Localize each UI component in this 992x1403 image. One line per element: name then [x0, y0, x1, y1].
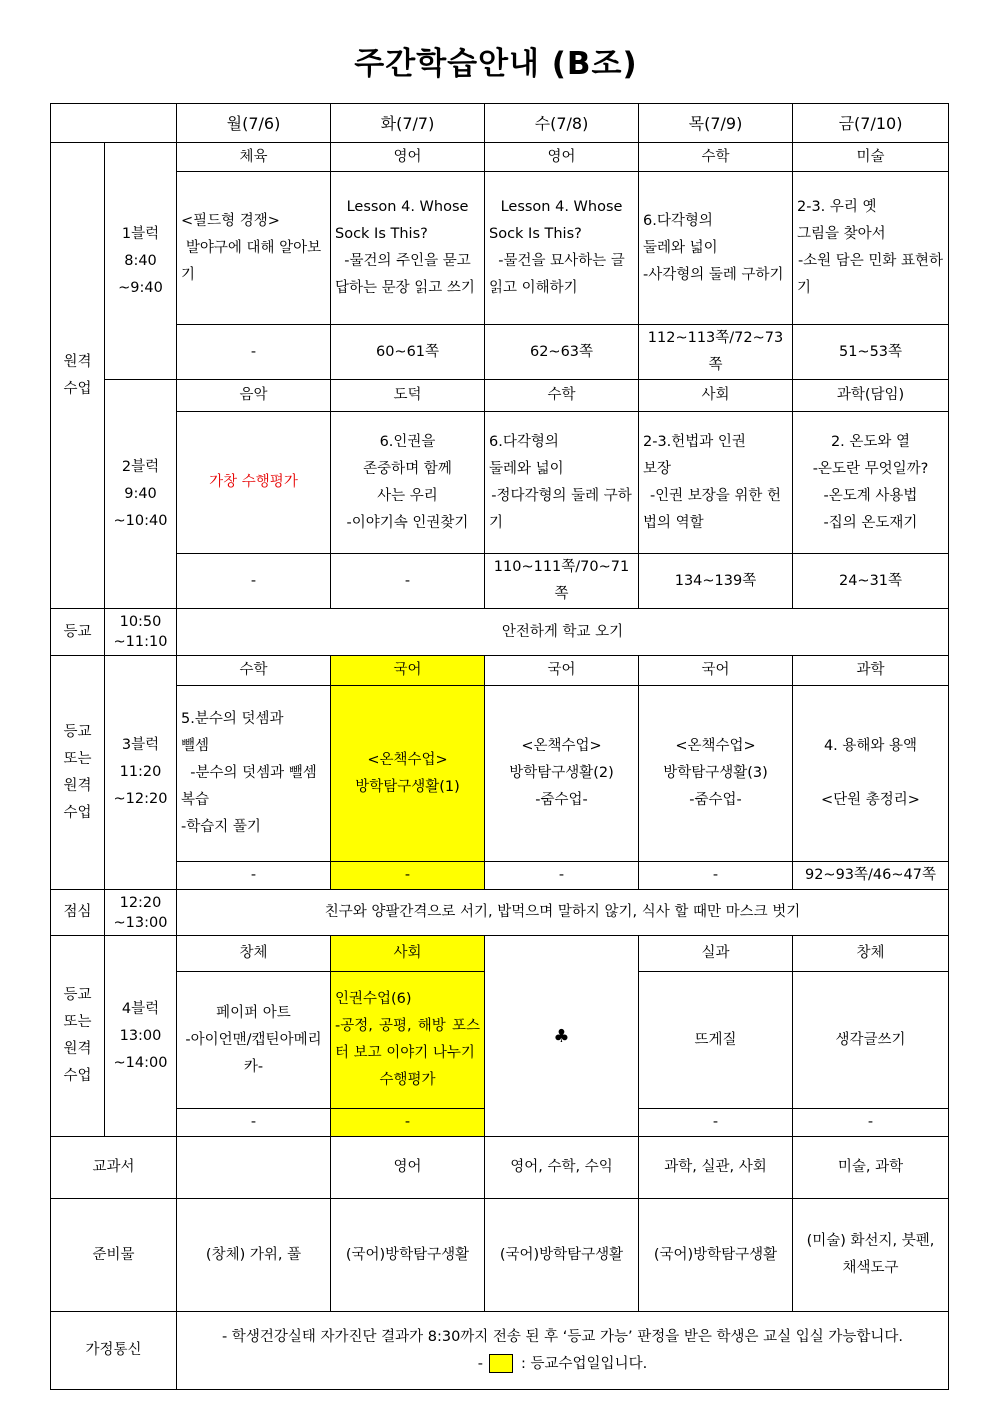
- page-range: -: [331, 554, 485, 609]
- materials-label: 준비물: [51, 1199, 177, 1312]
- lesson-content: Lesson 4. Whose Sock Is This? -물건의 주인을 묻고 답하는 문장 읽고 쓰기: [331, 172, 485, 325]
- lesson-content: <온책수업> 방학탐구생활(1): [331, 686, 485, 862]
- subject-cell: 과학(담임): [793, 380, 949, 412]
- block1-pages-row: [51, 325, 949, 380]
- subject-cell: 창체: [793, 936, 949, 972]
- block3-time-label: 3블럭 11:20 ~12:20: [105, 656, 177, 890]
- textbook-item: 영어: [331, 1137, 485, 1199]
- lesson-content: 6.다각형의 둘레와 넓이 -사각형의 둘레 구하기: [639, 172, 793, 325]
- notice-row: [51, 1312, 949, 1390]
- notice-legend-text: : 등교수업일입니다.: [521, 1355, 648, 1372]
- subject-cell: 과학: [793, 656, 949, 686]
- lesson-content: <온책수업> 방학탐구생활(3) -줌수업-: [639, 686, 793, 862]
- page-range: -: [177, 1109, 331, 1137]
- subject-cell: 사회: [639, 380, 793, 412]
- subject-cell: 체육: [177, 143, 331, 172]
- lesson-content: 6.다각형의 둘레와 넓이 -정다각형의 둘레 구하기: [485, 412, 639, 554]
- page-range: 134~139쪽: [639, 554, 793, 609]
- arrival-text: 안전하게 학교 오기: [177, 609, 949, 656]
- notice-dash: -: [477, 1355, 484, 1372]
- lesson-content: <온책수업> 방학탐구생활(2) -줌수업-: [485, 686, 639, 862]
- textbook-item: 미술, 과학: [793, 1137, 949, 1199]
- lesson-content: Lesson 4. Whose Sock Is This? -물건을 묘사하는 글 읽고 이해하기: [485, 172, 639, 325]
- block2-time-label: 2블럭 9:40 ~10:40: [105, 380, 177, 609]
- lesson-content: 2. 온도와 열 -온도란 무엇일까? -온도계 사용법 -집의 온도재기: [793, 412, 949, 554]
- day-header: 목(7/9): [639, 104, 793, 143]
- lesson-content: 2-3.헌법과 인권 보장 -인권 보장을 위한 헌법의 역할: [639, 412, 793, 554]
- weekly-schedule-table: [50, 103, 949, 1390]
- materials-item: (국어)방학탐구생활: [485, 1199, 639, 1312]
- lesson-content-social: [331, 972, 485, 1109]
- textbook-row: [51, 1137, 949, 1199]
- materials-item: (창체) 가위, 풀: [177, 1199, 331, 1312]
- notice-label: 가정통신: [51, 1312, 177, 1390]
- section-lunch-label: 점심: [51, 890, 105, 936]
- day-header: 금(7/10): [793, 104, 949, 143]
- club-symbol: ♣: [485, 936, 639, 1137]
- block2-pages-row: [51, 554, 949, 609]
- header-row: [51, 104, 949, 143]
- page-range: 60~61쪽: [331, 325, 485, 380]
- subject-cell: 국어: [485, 656, 639, 686]
- section-attend-label: 등교: [51, 609, 105, 656]
- subject-cell: 국어: [331, 656, 485, 686]
- textbook-item: [177, 1137, 331, 1199]
- lesson-content: 6.인권을 존중하며 함께 사는 우리 -이야기속 인권찾기: [331, 412, 485, 554]
- subject-cell: 미술: [793, 143, 949, 172]
- assessment-label: 수행평가: [379, 1072, 436, 1088]
- page-range: 51~53쪽: [793, 325, 949, 380]
- lesson-content: 뜨게질: [639, 972, 793, 1109]
- page-range: 92~93쪽/46~47쪽: [793, 862, 949, 890]
- arrival-time: 10:50 ~11:10: [105, 609, 177, 656]
- arrival-row: [51, 609, 949, 656]
- block1-content-row: [51, 172, 949, 325]
- page-range: -: [177, 862, 331, 890]
- subject-cell: 수학: [639, 143, 793, 172]
- subject-cell: 수학: [177, 656, 331, 686]
- section-attend-or-remote-label: 등교 또는 원격 수업: [51, 656, 105, 890]
- page-range: 112~113쪽/72~73쪽: [639, 325, 793, 380]
- day-header: 월(7/6): [177, 104, 331, 143]
- textbook-item: 과학, 실관, 사회: [639, 1137, 793, 1199]
- lunch-time: 12:20 ~13:00: [105, 890, 177, 936]
- subject-cell: 영어: [331, 143, 485, 172]
- page-range: -: [793, 1109, 949, 1137]
- lesson-content: <필드형 경쟁> 발야구에 대해 알아보기: [177, 172, 331, 325]
- section-attend-or-remote-label: 등교 또는 원격 수업: [51, 936, 105, 1137]
- highlight-legend-swatch: [489, 1354, 513, 1373]
- textbook-label: 교과서: [51, 1137, 177, 1199]
- materials-item: (국어)방학탐구생활: [331, 1199, 485, 1312]
- lesson-content: 5.분수의 덧셈과 뺄셈 -분수의 덧셈과 뺄셈 복습 -학습지 풀기: [177, 686, 331, 862]
- header-corner: [51, 104, 177, 143]
- block3-subject-row: [51, 656, 949, 686]
- page-range: -: [639, 862, 793, 890]
- page-range: 24~31쪽: [793, 554, 949, 609]
- page-title: 주간학습안내 (B조): [354, 46, 638, 82]
- materials-row: [51, 1199, 949, 1312]
- block4-subject-row: [51, 936, 949, 972]
- page-range: 110~111쪽/70~71쪽: [485, 554, 639, 609]
- section-remote-label: 원격 수업: [51, 143, 105, 609]
- materials-item: (국어)방학탐구생활: [639, 1199, 793, 1312]
- singing-assessment: 가창 수행평가: [177, 412, 331, 554]
- page-range: -: [331, 862, 485, 890]
- subject-cell: 창체: [177, 936, 331, 972]
- day-header: 화(7/7): [331, 104, 485, 143]
- textbook-item: 영어, 수학, 수익: [485, 1137, 639, 1199]
- block4-time-label: 4블럭 13:00 ~14:00: [105, 936, 177, 1137]
- materials-item: (미술) 화선지, 붓펜, 채색도구: [793, 1199, 949, 1312]
- page-range: -: [331, 1109, 485, 1137]
- block2-subject-row: [51, 380, 949, 412]
- lesson-content: 2-3. 우리 옛 그림을 찾아서 -소원 담은 민화 표현하기: [793, 172, 949, 325]
- block3-content-row: [51, 686, 949, 862]
- lesson-content: 페이퍼 아트 -아이언맨/캡틴아메리카-: [177, 972, 331, 1109]
- subject-cell: 국어: [639, 656, 793, 686]
- day-header: 수(7/8): [485, 104, 639, 143]
- lunch-row: [51, 890, 949, 936]
- notice-line-2: [181, 1351, 944, 1378]
- page-range: -: [177, 554, 331, 609]
- subject-cell: 도덕: [331, 380, 485, 412]
- human-rights-lesson: 인권수업(6) -공정, 공평, 해방 포스터 보고 이야기 나누기: [335, 991, 480, 1061]
- block3-pages-row: [51, 862, 949, 890]
- block1-time-label: 1블럭 8:40 ~9:40: [105, 143, 177, 380]
- block2-content-row: [51, 412, 949, 554]
- lesson-content: 생각글쓰기: [793, 972, 949, 1109]
- notice-line-1: - 학생건강실태 자가진단 결과가 8:30까지 전송 된 후 ‘등교 가능’ 판정을 받은 학생은 교실 입실 가능합니다.: [221, 1328, 904, 1345]
- lesson-content: 4. 용해와 용액 <단원 총정리>: [793, 686, 949, 862]
- page-range: -: [177, 325, 331, 380]
- block1-subject-row: [51, 143, 949, 172]
- page-range: -: [639, 1109, 793, 1137]
- page-range: 62~63쪽: [485, 325, 639, 380]
- subject-cell: 음악: [177, 380, 331, 412]
- subject-cell: 수학: [485, 380, 639, 412]
- notice-content: [177, 1312, 949, 1390]
- subject-cell: 사회: [331, 936, 485, 972]
- page-range: -: [485, 862, 639, 890]
- subject-cell: 영어: [485, 143, 639, 172]
- subject-cell: 실과: [639, 936, 793, 972]
- lunch-text: 친구와 양팔간격으로 서기, 밥먹으며 말하지 않기, 식사 할 때만 마스크 벗기: [177, 890, 949, 936]
